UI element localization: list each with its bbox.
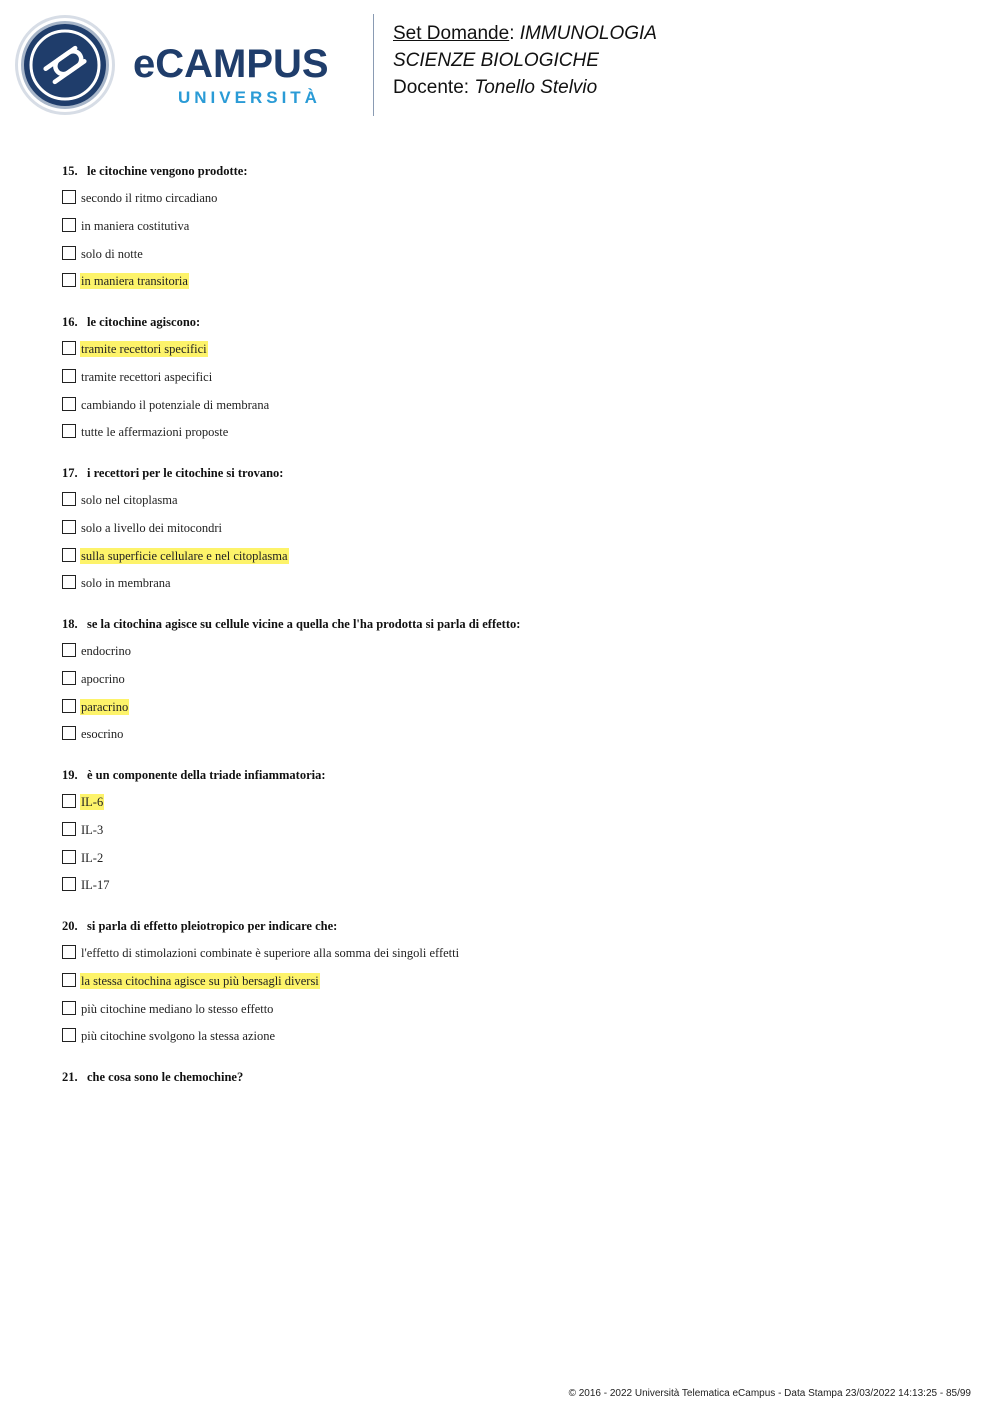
answer-text: più citochine svolgono la stessa azione bbox=[81, 1029, 276, 1043]
course-name: SCIENZE BIOLOGICHE bbox=[393, 50, 599, 71]
answer-checkbox[interactable] bbox=[62, 671, 76, 685]
answer-text-highlighted: tramite recettori specifici bbox=[81, 342, 207, 356]
course-line bbox=[393, 49, 599, 73]
answer-text: solo a livello dei mitocondri bbox=[81, 521, 222, 535]
answer-checkbox[interactable] bbox=[62, 341, 76, 355]
teacher-label: Docente: bbox=[393, 77, 470, 98]
ecampus-wordmark bbox=[133, 42, 355, 112]
question-text: le citochine vengono prodotte: bbox=[87, 164, 248, 178]
answer-text: l'effetto di stimolazioni combinate è superiore alla somma dei singoli effetti bbox=[81, 946, 460, 960]
question-number: 18. bbox=[62, 617, 78, 631]
answer-text-highlighted: in maniera transitoria bbox=[81, 274, 188, 288]
teacher-name: Tonello Stelvio bbox=[474, 77, 598, 98]
answer-text: secondo il ritmo circadiano bbox=[81, 191, 218, 205]
brand-subtitle: UNIVERSITÀ bbox=[178, 88, 321, 107]
answer-text: cambiando il potenziale di membrana bbox=[81, 398, 270, 412]
question-title bbox=[62, 616, 520, 632]
answer-checkbox[interactable] bbox=[62, 273, 76, 287]
question-number: 15. bbox=[62, 164, 78, 178]
brand-name: eCAMPUS bbox=[133, 42, 329, 86]
question-title bbox=[62, 1069, 243, 1085]
answer-checkbox[interactable] bbox=[62, 218, 76, 232]
question-number: 17. bbox=[62, 466, 78, 480]
answer-checkbox[interactable] bbox=[62, 575, 76, 589]
answer-text: solo in membrana bbox=[81, 576, 171, 590]
answer-text: IL-2 bbox=[81, 851, 104, 865]
answer-checkbox[interactable] bbox=[62, 548, 76, 562]
answer-text: IL-17 bbox=[81, 878, 110, 892]
answer-checkbox[interactable] bbox=[62, 369, 76, 383]
answer-checkbox[interactable] bbox=[62, 246, 76, 260]
question-text: i recettori per le citochine si trovano: bbox=[87, 466, 284, 480]
answer-checkbox[interactable] bbox=[62, 397, 76, 411]
question-number: 16. bbox=[62, 315, 78, 329]
answer-text-highlighted: la stessa citochina agisce su più bersagli diversi bbox=[81, 974, 319, 988]
answer-text-highlighted: paracrino bbox=[81, 700, 129, 714]
question-number: 19. bbox=[62, 768, 78, 782]
question-number: 20. bbox=[62, 919, 78, 933]
answer-text: in maniera costitutiva bbox=[81, 219, 190, 233]
answer-text: tutte le affermazioni proposte bbox=[81, 425, 229, 439]
answer-checkbox[interactable] bbox=[62, 877, 76, 891]
set-line: Set Domande: IMMUNOLOGIA bbox=[393, 23, 657, 44]
answer-text-highlighted: sulla superficie cellulare e nel citoplasma bbox=[81, 549, 288, 563]
teacher-line bbox=[393, 76, 597, 100]
answer-text: apocrino bbox=[81, 672, 125, 686]
question-title bbox=[62, 918, 337, 934]
set-value: IMMUNOLOGIA bbox=[519, 23, 657, 44]
question-text: se la citochina agisce su cellule vicine a quella che l'ha prodotta si parla di effetto: bbox=[87, 617, 521, 631]
answer-checkbox[interactable] bbox=[62, 726, 76, 740]
question-text: è un componente della triade infiammatoria: bbox=[87, 768, 326, 782]
question-title bbox=[62, 314, 200, 330]
page-footer: © 2016 - 2022 Università Telematica eCampus - Data Stampa 23/03/2022 14:13:25 - 85/99 bbox=[568, 1388, 971, 1399]
answer-text: endocrino bbox=[81, 644, 131, 658]
answer-checkbox[interactable] bbox=[62, 945, 76, 959]
answer-text: IL-3 bbox=[81, 823, 104, 837]
answer-checkbox[interactable] bbox=[62, 794, 76, 808]
answer-checkbox[interactable] bbox=[62, 822, 76, 836]
answer-checkbox[interactable] bbox=[62, 424, 76, 438]
answer-checkbox[interactable] bbox=[62, 643, 76, 657]
answer-checkbox[interactable] bbox=[62, 850, 76, 864]
ecampus-logo-icon bbox=[14, 14, 116, 116]
question-text: che cosa sono le chemochine? bbox=[87, 1070, 244, 1084]
answer-checkbox[interactable] bbox=[62, 492, 76, 506]
question-title bbox=[62, 163, 248, 179]
answer-text: solo nel citoplasma bbox=[81, 493, 178, 507]
question-title bbox=[62, 767, 326, 783]
answer-text-highlighted: IL-6 bbox=[81, 795, 104, 809]
answer-checkbox[interactable] bbox=[62, 1001, 76, 1015]
answer-checkbox[interactable] bbox=[62, 1028, 76, 1042]
answer-checkbox[interactable] bbox=[62, 190, 76, 204]
answer-checkbox[interactable] bbox=[62, 520, 76, 534]
answer-text: più citochine mediano lo stesso effetto bbox=[81, 1002, 274, 1016]
question-number: 21. bbox=[62, 1070, 78, 1084]
answer-text: tramite recettori aspecifici bbox=[81, 370, 213, 384]
header-divider bbox=[373, 14, 374, 116]
question-text: si parla di effetto pleiotropico per indicare che: bbox=[87, 919, 338, 933]
answer-checkbox[interactable] bbox=[62, 699, 76, 713]
question-text: le citochine agiscono: bbox=[87, 315, 201, 329]
answer-text: solo di notte bbox=[81, 247, 143, 261]
answer-text: esocrino bbox=[81, 727, 124, 741]
set-label: Set Domande bbox=[393, 23, 510, 44]
question-title bbox=[62, 465, 283, 481]
answer-checkbox[interactable] bbox=[62, 973, 76, 987]
